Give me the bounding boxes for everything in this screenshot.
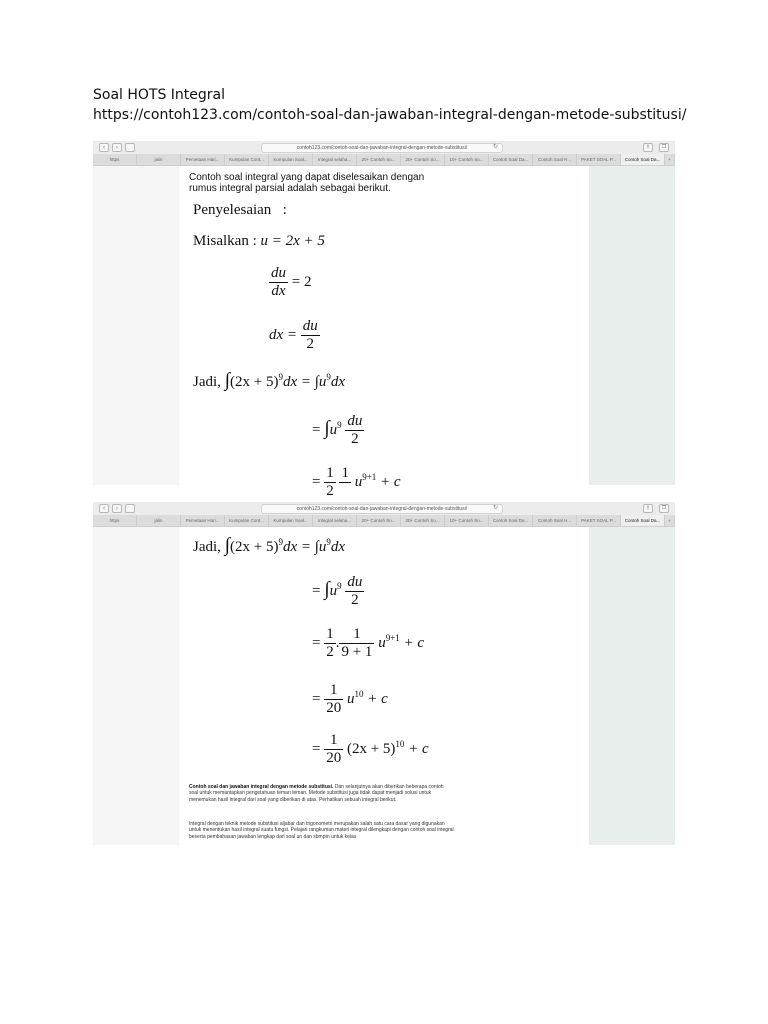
new-tab-icon[interactable]: + (665, 515, 675, 526)
page-gutter-left (93, 527, 179, 845)
forward-icon[interactable]: › (112, 504, 122, 513)
tab[interactable]: Pemetaan Hari... (181, 515, 225, 526)
tab[interactable]: 20+ Contoh So... (357, 154, 401, 165)
tab[interactable]: Kumpulan Cont... (225, 154, 269, 165)
tab[interactable]: Kumpulan Cont... (225, 515, 269, 526)
browser-chrome (93, 502, 675, 527)
tab-bar (93, 515, 675, 526)
step-u9-du2: = $\int u^9$ $\frac{du}{2}$ (312, 413, 363, 447)
share-icon[interactable]: ⇧ (643, 143, 653, 152)
address-bar[interactable]: contoh123.com/contoh-soal-dan-jawaban-integral-dengan-metode-substitusi/ (261, 143, 503, 153)
tab[interactable]: Pemetaan Hari... (181, 154, 225, 165)
address-bar[interactable]: contoh123.com/contoh-soal-dan-jawaban-integral-dengan-metode-substitusi/ (261, 504, 503, 514)
browser-toolbar (93, 141, 675, 154)
misalkan-line: Misalkan : u = 2x + 5 (193, 233, 325, 249)
sidebar-icon[interactable] (125, 504, 135, 513)
reload-icon[interactable]: ↻ (493, 505, 499, 511)
browser-toolbar (93, 502, 675, 515)
toolbar-right (643, 504, 669, 513)
page-gutter-right (589, 527, 675, 845)
tab[interactable]: Contoh Soal H... (533, 515, 577, 526)
paragraph-2: Integral dengan teknik metode substitusi aljabar dan trigonometri merupakan salah satu cara dasar yang digunakan untuk menentukan hasil integral suatu fungsi. Pelajari rangkuman materi integral dilengkapi dengan contoh soal integral beserta pembahasan jawaban lengkap dari soal un dan sbmptn untuk kelas (189, 821, 454, 840)
screenshot-1 (93, 141, 675, 499)
tab-active[interactable]: Contoh Soal Da... (621, 154, 665, 165)
tab-active[interactable]: Contoh Soal Da... (621, 515, 665, 526)
tab[interactable]: jalin (137, 154, 181, 165)
back-icon[interactable]: ‹ (99, 143, 109, 152)
doc-url: https://contoh123.com/contoh-soal-dan-jawaban-integral-dengan-metode-substitusi/ (93, 107, 687, 123)
penyelesaian-heading: Penyelesaian : (193, 202, 287, 218)
intro-text: Contoh soal integral yang dapat diselesaikan dengan rumus integral parsial adalah sebagai berikut. (189, 172, 425, 194)
nav-buttons (99, 504, 122, 513)
tab[interactable]: Contoh Soal Da... (489, 515, 533, 526)
sidebar-icon[interactable] (125, 143, 135, 152)
share-icon[interactable]: ⇧ (643, 504, 653, 513)
step-final: = $\frac{1}{20}$ $(2x + 5)^{10} + c$ (312, 732, 429, 766)
tab[interactable]: https (93, 154, 137, 165)
tab-bar (93, 154, 675, 165)
tab[interactable]: 20+ Contoh So... (401, 515, 445, 526)
tab[interactable]: Contoh Soal H... (533, 154, 577, 165)
tab[interactable]: Kumpulan Soal... (269, 515, 313, 526)
nav-buttons (99, 143, 122, 152)
tabs-icon[interactable]: ❐ (659, 143, 669, 152)
tab[interactable]: https (93, 515, 137, 526)
forward-icon[interactable]: › (112, 143, 122, 152)
jadi-line: Jadi, $\int(2x + 5)^9dx = \int u^9dx$ (193, 535, 346, 556)
tab[interactable]: PAKET SOAL P... (577, 515, 621, 526)
new-tab-icon[interactable]: + (665, 154, 675, 165)
tabs-icon[interactable]: ❐ (659, 504, 669, 513)
step-partial: = $\frac{1}{2}$ . $\frac{1}{9 + 1}$ $u^{9+1} + c$ (312, 626, 425, 660)
tab[interactable]: Contoh Soal Da... (489, 154, 533, 165)
tab[interactable]: 20+ Contoh So... (401, 154, 445, 165)
tab[interactable]: 10+ Contoh So... (445, 154, 489, 165)
step-u10: = $\frac{1}{20}$ $u^{10} + c$ (312, 682, 388, 716)
tab[interactable]: Kumpulan Soal... (269, 154, 313, 165)
page-gutter-left (93, 166, 179, 485)
page-gutter-right (589, 166, 675, 485)
browser-chrome (93, 141, 675, 166)
du-dx-equation: $\frac{du}{dx}$ = 2 (271, 265, 312, 299)
tab[interactable]: 20+ Contoh So... (357, 515, 401, 526)
page-content (179, 527, 589, 845)
step-partial: = $\frac{1}{2}$ 1 $u^{9+1} + c$ (312, 465, 401, 499)
screenshot-2 (93, 502, 675, 845)
dx-equation: dx = $\frac{du}{2}$ (269, 318, 318, 352)
paragraph-1: Contoh soal dan jawaban integral dengan metode substitusi. Dan selanjutnya akan diberikan beberapa contoh soal untuk memantapkan pengetahuan teman teman. Metode substitusi juga tidak dapat menjadi solusi untuk menemukan hasil integral dari soal yang diberikan di atas. Perhatikan sebuah integral berikut. (189, 784, 444, 803)
tab[interactable]: jalin (137, 515, 181, 526)
step-u9-du2: = $\int u^9$ $\frac{du}{2}$ (312, 574, 363, 608)
page-content (179, 166, 589, 499)
doc-title: Soal HOTS Integral (93, 87, 226, 103)
jadi-line: Jadi, $\int(2x + 5)^9dx = \int u^9dx$ (193, 370, 346, 391)
tab[interactable]: Integral selaha... (313, 154, 357, 165)
tab[interactable]: PAKET SOAL P... (577, 154, 621, 165)
reload-icon[interactable]: ↻ (493, 144, 499, 150)
tab[interactable]: 10+ Contoh So... (445, 515, 489, 526)
back-icon[interactable]: ‹ (99, 504, 109, 513)
tab[interactable]: Integral selaha... (313, 515, 357, 526)
toolbar-right (643, 143, 669, 152)
